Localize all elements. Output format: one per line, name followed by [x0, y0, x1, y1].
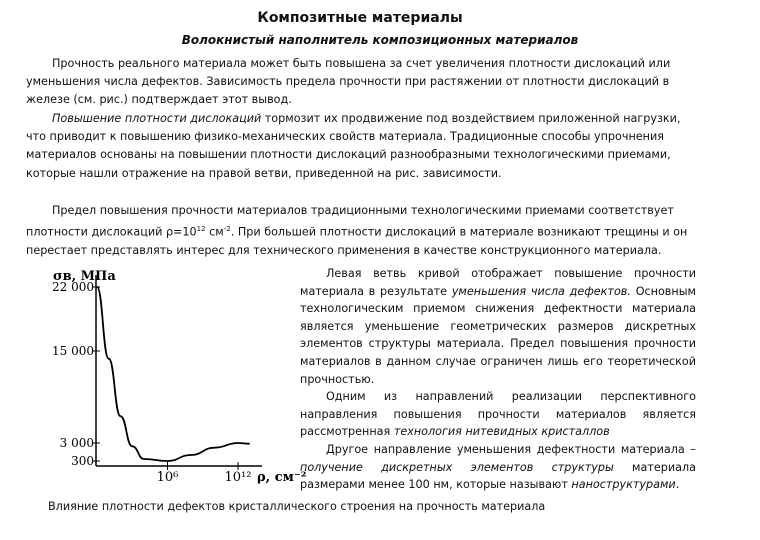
term-dislocation-density: Повышение плотности дислокаций	[52, 112, 262, 125]
term-nanostructures: наноструктурами	[571, 478, 676, 492]
exponent-minus-2: -2	[223, 225, 231, 234]
term-whisker-technology: технология нитевидных кристаллов	[393, 425, 610, 439]
exponent-12: 12	[196, 225, 206, 234]
right-paragraph-nano-c: .	[675, 478, 680, 492]
page-subtitle: Волокнистый наполнитель композиционных материалов	[181, 33, 579, 47]
strength-density-chart	[0, 255, 307, 490]
right-paragraph-nano-b: материала размерами менее 100 нм, которые называют	[300, 460, 696, 492]
right-paragraph-nano	[300, 441, 696, 494]
paragraph-limit	[26, 202, 688, 260]
x-axis-label: ρ, см⁻²	[257, 470, 307, 485]
page-title: Композитные материалы	[257, 10, 463, 26]
y-tick-label: 3 000	[59, 436, 94, 450]
x-tick-label: 10⁶	[156, 470, 179, 485]
y-tick-label: 15 000	[52, 344, 94, 358]
paragraph-dislocations	[26, 110, 688, 183]
strength-curve	[97, 287, 250, 461]
right-paragraph-nano-a: Другое направление уменьшения дефектности материала –	[326, 442, 696, 456]
paragraph-strength-text: Прочность реального материала может быть повышена за счет увеличения плотности дислокаций или уменьшения числа дефектов. Зависимость предела прочности при растяжении от плотности дислокаций в железе (см. рис.) подтверждает этот вывод.	[26, 57, 671, 107]
right-paragraph-defects-b: Основным технологическим приемом снижения дефектности материала является уменьшение геометрических размеров дискретных элементов структуры материала. Предел повышения прочности материалов в данном случае ограничен лишь его теоретической прочностью.	[300, 284, 696, 386]
paragraph-limit-unit: см	[205, 225, 224, 239]
right-paragraph-whiskers	[300, 388, 696, 441]
figure-caption: Влияние плотности дефектов кристаллического строения на прочность материала	[48, 500, 546, 513]
y-tick-label: 22 000	[52, 280, 94, 294]
right-paragraph-whiskers-a: Одним из направлений реализации перспективного направления повышения прочности материалов является рассмотренная	[300, 390, 696, 439]
x-tick-label: 10¹²	[224, 470, 252, 485]
right-paragraph-defects	[300, 265, 696, 388]
term-defect-reduction: уменьшения числа дефектов.	[451, 284, 631, 298]
right-paragraph-defects-a: Левая ветвь кривой отображает повышение прочности материала в результате	[300, 267, 696, 298]
right-column-text	[300, 265, 696, 494]
y-axis-label: σв, МПа	[53, 269, 116, 284]
paragraph-limit-text-c: . При большей плотности дислокаций в материале возникают трещины и он перестает представлять интерес для технического применения в качестве конструкционного материала.	[26, 225, 688, 258]
paragraph-dislocations-text: тормозит их продвижение под воздействием приложенной нагрузки, что приводит к повышению физико-механических свойств материала. Традиционные способы упрочнения материалов основаны на повышении плотности дислокаций разнообразными технологическими приемами, которые нашли отражение на правой ветви, приведенной на рис. зависимости.	[26, 112, 681, 180]
paragraph-limit-text-a: Предел повышения прочности материалов традиционными технологическими приемами соответствует плотности дислокаций ρ=10	[26, 204, 674, 239]
y-tick-label: 300	[71, 454, 94, 468]
term-discrete-elements: получение дискретных элементов структуры	[300, 460, 614, 474]
paragraph-strength	[26, 55, 688, 110]
